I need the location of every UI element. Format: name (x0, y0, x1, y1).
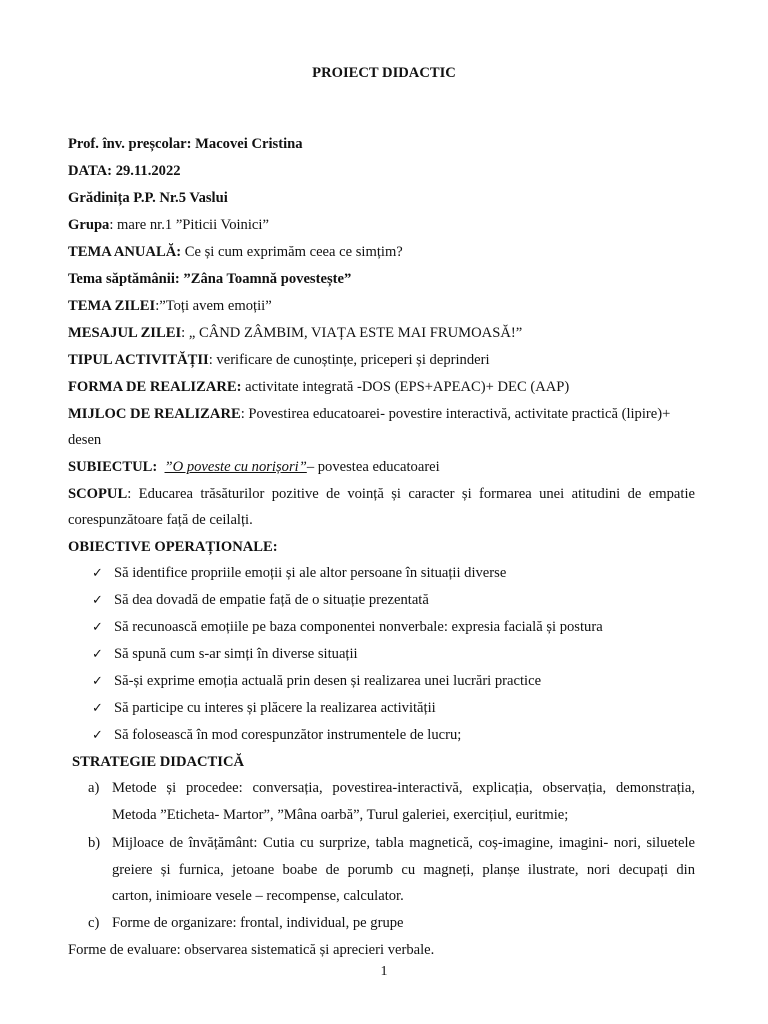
item-label: c) (88, 915, 100, 931)
checkmark-icon: ✓ (92, 593, 103, 608)
objective-text: Să spună cum s-ar simți în diverse situații (114, 646, 358, 662)
tema-anuala-value: Ce și cum exprimăm ceea ce simțim? (181, 244, 403, 260)
document-title: PROIECT DIDACTIC (312, 65, 456, 81)
subiectul-label: SUBIECTUL: (68, 459, 158, 475)
scopul-line-2: corespunzătoare față de ceilalți. (68, 512, 253, 528)
tipul-activitatii-line (68, 350, 695, 370)
mijloc-label: MIJLOC DE REALIZARE (68, 406, 241, 422)
subiectul-line (68, 457, 695, 477)
strategie-item-a (88, 778, 695, 798)
checkmark-icon: ✓ (92, 566, 103, 581)
item-label: a) (88, 780, 100, 796)
objective-item (92, 590, 695, 611)
grupa-value: : mare nr.1 ”Piticii Voinici” (109, 217, 269, 233)
page-number: 1 (380, 964, 388, 979)
grupa-label: Grupa (68, 217, 110, 233)
scopul-label: SCOPUL (68, 486, 128, 502)
objective-text: Să-și exprime emoția actuală prin desen și realizarea unei lucrări practice (114, 673, 542, 689)
objective-text: Să folosească în mod corespunzător instrumentele de lucru; (114, 727, 462, 743)
obiective-heading: OBIECTIVE OPERAȚIONALE: (68, 539, 278, 555)
mesajul-zilei-label: MESAJUL ZILEI (68, 325, 182, 341)
evaluare-line: Forme de evaluare: observarea sistematică și aprecieri verbale. (68, 942, 435, 958)
strategie-item-b (88, 833, 695, 853)
objective-item (92, 617, 695, 638)
item-text: Forme de organizare: frontal, individual, pe grupe (112, 915, 404, 931)
objective-text: Să recunoască emoțiile pe baza componentei nonverbale: expresia facială și postura (114, 619, 603, 635)
checkmark-icon: ✓ (92, 674, 103, 689)
item-text: Metode și procedee: conversația, povestirea-interactivă, explicația, observația, demonstrația, (112, 780, 695, 796)
item-text: Mijloace de învățământ: Cutia cu surprize, tabla magnetică, coș-imagine, imagini- nori, siluetele (112, 835, 695, 851)
tema-saptamanii-line: Tema săptămânii: ”Zâna Toamnă povestește” (68, 271, 352, 287)
strategie-item-b-cont-2: carton, inimioare vesele – recompense, calculator. (112, 888, 404, 904)
tipul-value: : verificare de cunoștințe, priceperi și deprinderi (208, 352, 490, 368)
strategie-item-c (88, 913, 695, 933)
date-line: DATA: 29.11.2022 (68, 163, 181, 179)
objective-text: Să identifice propriile emoții și ale altor persoane în situații diverse (114, 565, 507, 581)
objective-text: Să dea dovadă de empatie față de o situație prezentată (114, 592, 429, 608)
mesajul-zilei-value: : „ CÂND ZÂMBIM, VIAȚA ESTE MAI FRUMOASĂ!” (181, 325, 523, 341)
tema-zilei-value: :”Toți avem emoții” (155, 298, 272, 314)
tema-zilei-label: TEMA ZILEI (68, 298, 156, 314)
tema-anuala-label: TEMA ANUALĂ: (68, 244, 182, 260)
mijloc-value-2: desen (68, 432, 102, 448)
prof-line: Prof. înv. preșcolar: Macovei Cristina (68, 136, 303, 152)
gradinita-line: Grădinița P.P. Nr.5 Vaslui (68, 190, 228, 206)
objective-item (92, 671, 695, 692)
objective-text: Să participe cu interes și plăcere la realizarea activității (114, 700, 436, 716)
strategie-heading: STRATEGIE DIDACTICĂ (72, 754, 245, 770)
checkmark-icon: ✓ (92, 647, 103, 662)
scopul-value: : Educarea trăsăturilor pozitive de voință și caracter și formarea unei atitudini de empatie (127, 486, 695, 502)
tema-zilei-line (68, 296, 695, 316)
objective-item (92, 725, 695, 746)
strategie-item-b-cont-1: greiere și furnica, jetoane boabe de porumb cu magneți, planșe ilustrate, nori decupați din (112, 862, 695, 878)
objective-item (92, 644, 695, 665)
checkmark-icon: ✓ (92, 728, 103, 743)
scopul-line-1 (68, 484, 695, 504)
strategie-item-a-cont: Metoda ”Eticheta- Martor”, ”Mâna oarbă”, Turul galeriei, exercițiul, euritmie; (112, 807, 569, 823)
objective-item (92, 563, 695, 584)
tipul-label: TIPUL ACTIVITĂȚII (68, 352, 209, 368)
mesajul-zilei-line (68, 323, 695, 343)
objective-item (92, 698, 695, 719)
tema-anuala-line (68, 242, 695, 262)
checkmark-icon: ✓ (92, 701, 103, 716)
forma-value: activitate integrată -DOS (EPS+APEAC)+ DEC (AAP) (241, 379, 570, 395)
mijloc-value-1: : Povestirea educatoarei- povestire interactivă, activitate practică (lipire)+ (240, 406, 671, 422)
forma-realizare-line (68, 377, 695, 397)
forma-label: FORMA DE REALIZARE: (68, 379, 242, 395)
item-label: b) (88, 835, 101, 851)
checkmark-icon: ✓ (92, 620, 103, 635)
grupa-line (68, 215, 695, 235)
subiectul-rest: – povestea educatoarei (306, 459, 440, 475)
mijloc-realizare-line (68, 404, 695, 424)
subiectul-title: ”O poveste cu norișori” (164, 459, 307, 475)
